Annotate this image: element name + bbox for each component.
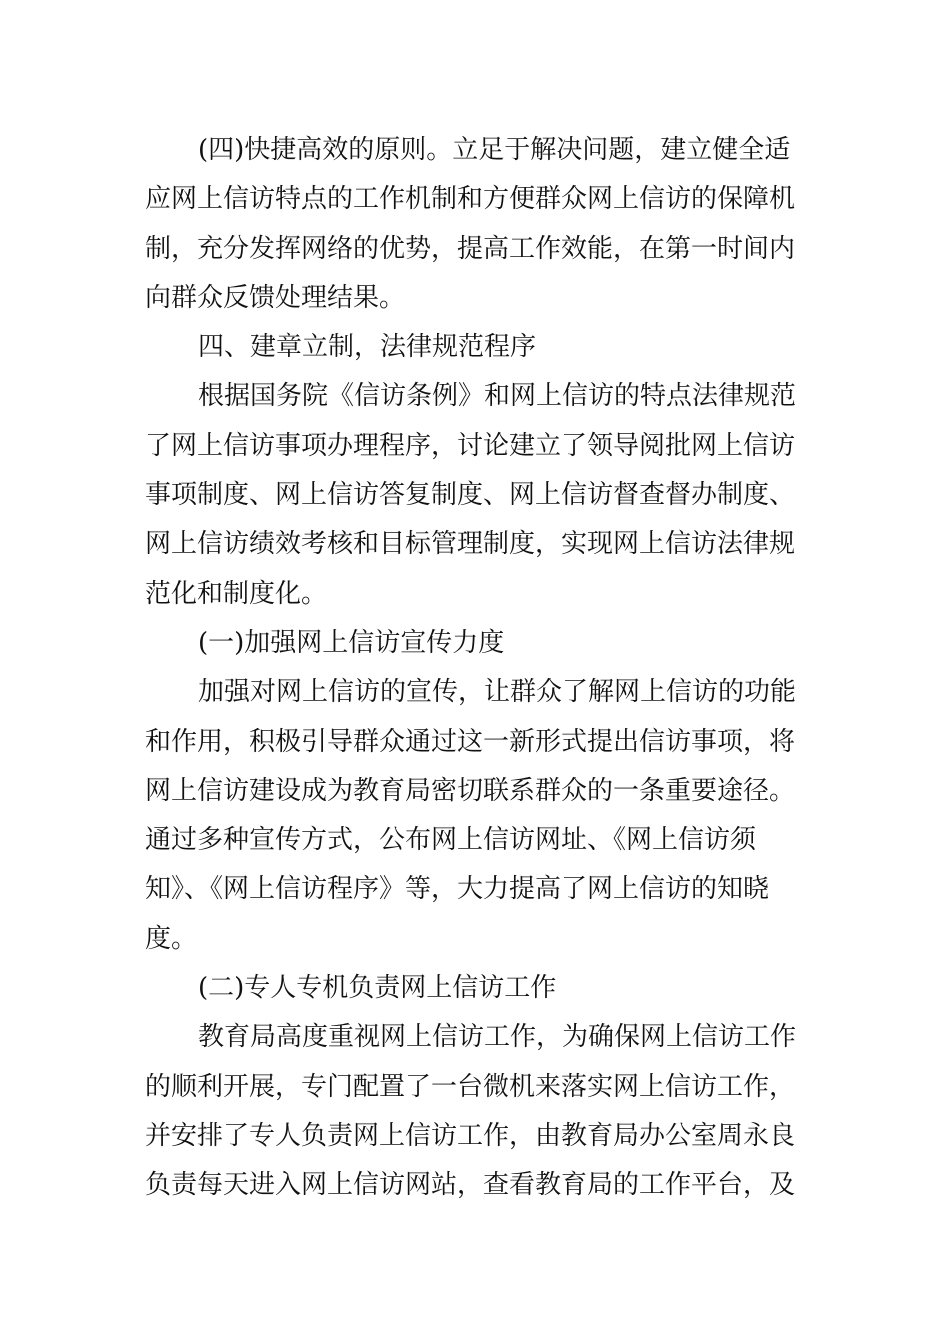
text-line: 加强对网上信访的宣传，让群众了解网上信访的功能 [198, 677, 797, 708]
text-line: 根据国务院《信访条例》和网上信访的特点法律规范 [198, 381, 797, 412]
text-line: 知》、《网上信访程序》等，大力提高了网上信访的知晓 [145, 874, 770, 905]
text-line: (四)快捷高效的原则。立足于解决问题，建立健全适 [198, 135, 791, 165]
text-line: 度。 [145, 923, 198, 954]
text-line: 事项制度、网上信访答复制度、网上信访督查督办制度、 [145, 480, 796, 511]
text-line: 和作用，积极引导群众通过这一新形式提出信访事项，将 [145, 726, 796, 757]
text-line: 向群众反馈处理结果。 [145, 282, 406, 313]
document-body [145, 126, 810, 1211]
text-line: 教育局高度重视网上信访工作，为确保网上信访工作 [198, 1022, 797, 1053]
text-line: 应网上信访特点的工作机制和方便群众网上信访的保障机 [145, 184, 796, 215]
text-line: 网上信访建设成为教育局密切联系群众的一条重要途径。 [145, 775, 796, 806]
subsection-heading: (一)加强网上信访宣传力度 [198, 627, 505, 658]
text-line: 负责每天进入网上信访网站，查看教育局的工作平台，及 [145, 1170, 796, 1201]
text-line: 并安排了专人负责网上信访工作，由教育局办公室周永良 [145, 1120, 796, 1151]
subsection-heading: (二)专人专机负责网上信访工作 [198, 973, 557, 1004]
text-line: 的顺利开展，专门配置了一台微机来落实网上信访工作， [145, 1071, 796, 1102]
section-heading: 四、建章立制，法律规范程序 [198, 332, 537, 363]
text-line: 通过多种宣传方式，公布网上信访网址、《网上信访须 [145, 825, 757, 856]
text-line: 了网上信访事项办理程序，讨论建立了领导阅批网上信访 [145, 430, 796, 461]
text-line: 范化和制度化。 [145, 578, 328, 609]
text-line: 网上信访绩效考核和目标管理制度，实现网上信访法律规 [145, 529, 796, 560]
text-line: 制，充分发挥网络的优势，提高工作效能，在第一时间内 [145, 233, 796, 264]
